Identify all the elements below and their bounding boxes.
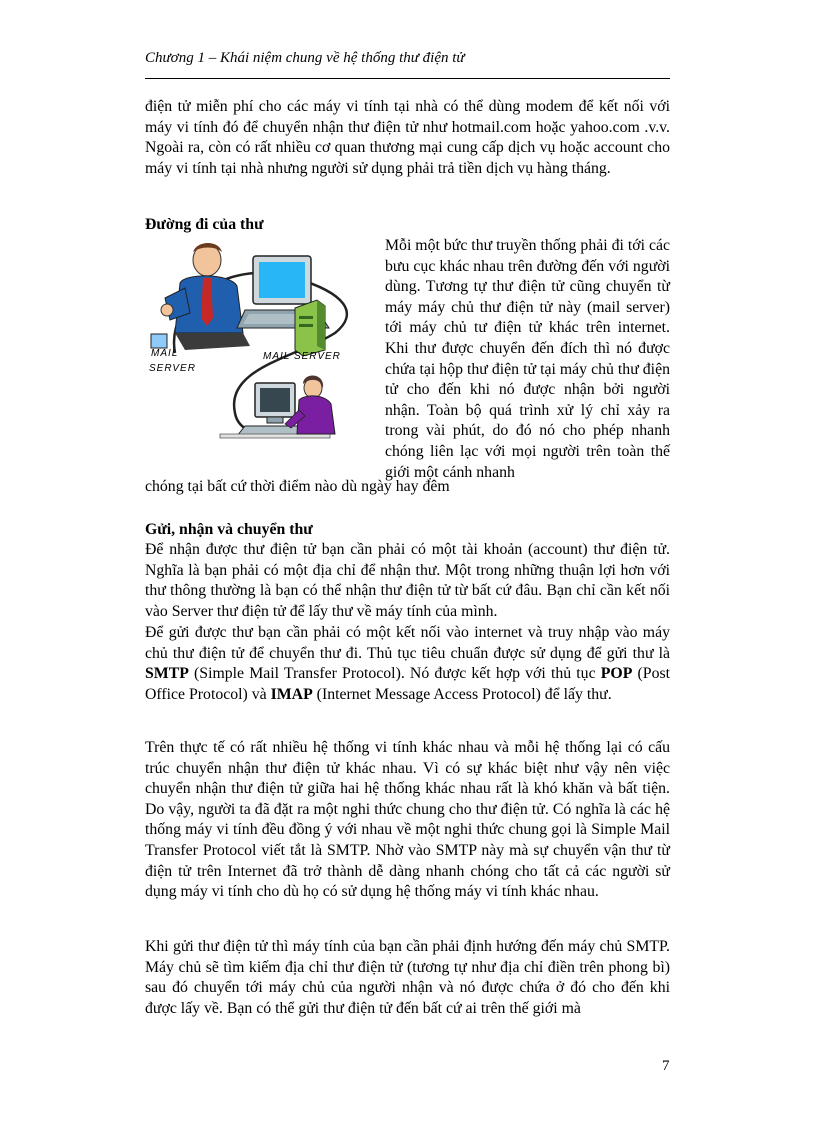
page-number: 7 <box>662 1058 670 1074</box>
send-paragraph <box>145 623 670 705</box>
mail-server-left-label-2: SERVER <box>149 363 196 374</box>
running-header: Chương 1 – Khái niệm chung về hệ thống thư điện tử <box>145 50 465 66</box>
mail-server-right-label: MAIL SERVER <box>263 351 341 362</box>
sending-process-paragraph: Khi gửi thư điện tử thì máy tính của bạn cần phải định hướng đến máy chủ SMTP. Máy chủ sẽ tìm kiếm địa chỉ thư điện tử (tương tự như địa chỉ điền trên phong bì) sau đó chuyển tới máy chủ của người nhận và nó được chứa ở đó cho đến khi được lấy về. Bạn có thể gửi thư điện tử đến bất cứ ai trên thế giới mà <box>145 938 670 1017</box>
smtp-term: SMTP <box>145 665 189 683</box>
imap-term: IMAP <box>270 685 313 703</box>
section-heading-send-receive: Gửi, nhận và chuyển thư <box>145 521 313 538</box>
email-route-illustration <box>145 238 369 466</box>
smtp-explanation-paragraph: Trên thực tế có rất nhiều hệ thống vi tính khác nhau và mỗi hệ thống lại có cấu trúc chuyển nhận thư điện tử khác nhau. Vì có sự khác biệt như vậy nên việc chuyển nhận thư điện tử giữa hai hệ thống khác nhau rất là khó khăn và bất tiện. Do vậy, người ta đã đặt ra một nghi thức chung cho thư điện tử. Có nghĩa là các hệ thống máy vi tính đều đồng ý với nhau về một nghi thức chung gọi là Simple Mail Transfer Protocol viết tắt là SMTP. Nhờ vào SMTP này mà sự chuyển vận thư từ điện tử trên Internet đã trở thành dễ dàng nhanh chóng cho tất cả các người sử dụng máy vi tính cho dù họ có sử dụng hệ thống máy vi tính khác nhau. <box>145 739 670 901</box>
mail-path-paragraph: Mỗi một bức thư truyền thống phải đi tới các bưu cục khác nhau trên đường đến với người dùng. Tương tự thư điện tử cũng chuyển từ máy máy chủ thư điện tử này (mail server) tới máy chủ tư điện tử khác trên internet. Khi thư được chuyển đến đích thì nó được chứa tại hộp thư điện tử tại máy chủ thư điện tử cho đến khi nó được nhận bởi người nhận. Toàn bộ quá trình xử lý chỉ xảy ra trong vài phút, do đó nó cho phép nhanh chóng liên lạc với mọi người trên toàn thế giới một cánh nhanh <box>385 237 670 481</box>
header-rule <box>145 78 670 79</box>
mail-path-paragraph-end: chóng tại bất cứ thời điểm nào dù ngày hay đêm <box>145 478 450 495</box>
section-heading-mail-path: Đường đi của thư <box>145 216 264 233</box>
left-mail-server-icon <box>151 334 167 348</box>
send-text-a: Để gửi được thư bạn cần phải có một kết nối vào internet và truy nhập vào máy chủ thư điện tử để chuyển thư đi. Thủ tục tiêu chuẩn được sử dụng để gửi thư là <box>145 624 670 662</box>
send-text-c: (Post Office Protocol) và <box>145 665 670 703</box>
mail-server-tower-icon <box>295 300 325 356</box>
receive-paragraph: Để nhận được thư điện tử bạn cần phải có một tài khoản (account) thư điện tử. Nghĩa là bạn phải có một địa chỉ để nhận thư. Một trong những thuận lợi hơn với thư thông thường là bạn có thể nhận thư điện tử từ bất cứ đâu. Bạn chỉ cần kết nối vào Server thư điện tử để lấy thư về máy tính của mình. <box>145 541 670 620</box>
pop-term: POP <box>600 665 633 683</box>
send-text-b: (Simple Mail Transfer Protocol). Nó được kết hợp với thủ tục <box>188 665 601 683</box>
intro-paragraph: điện tử miễn phí cho các máy vi tính tại nhà có thể dùng modem để kết nối với máy vi tính đó để chuyển nhận thư điện tử như hotmail.com hoặc yahoo.com .v.v. Ngoài ra, còn có rất nhiều cơ quan thương mại cung cấp dịch vụ hoặc account cho máy vi tính tại nhà nhưng người sử dụng phải trả tiền dịch vụ hàng tháng. <box>145 98 670 177</box>
mail-server-left-label-1: MAIL <box>151 348 179 359</box>
send-text-d: (Internet Message Access Protocol) để lấy thư. <box>312 685 612 703</box>
email-route-illustration-svg <box>145 238 369 466</box>
